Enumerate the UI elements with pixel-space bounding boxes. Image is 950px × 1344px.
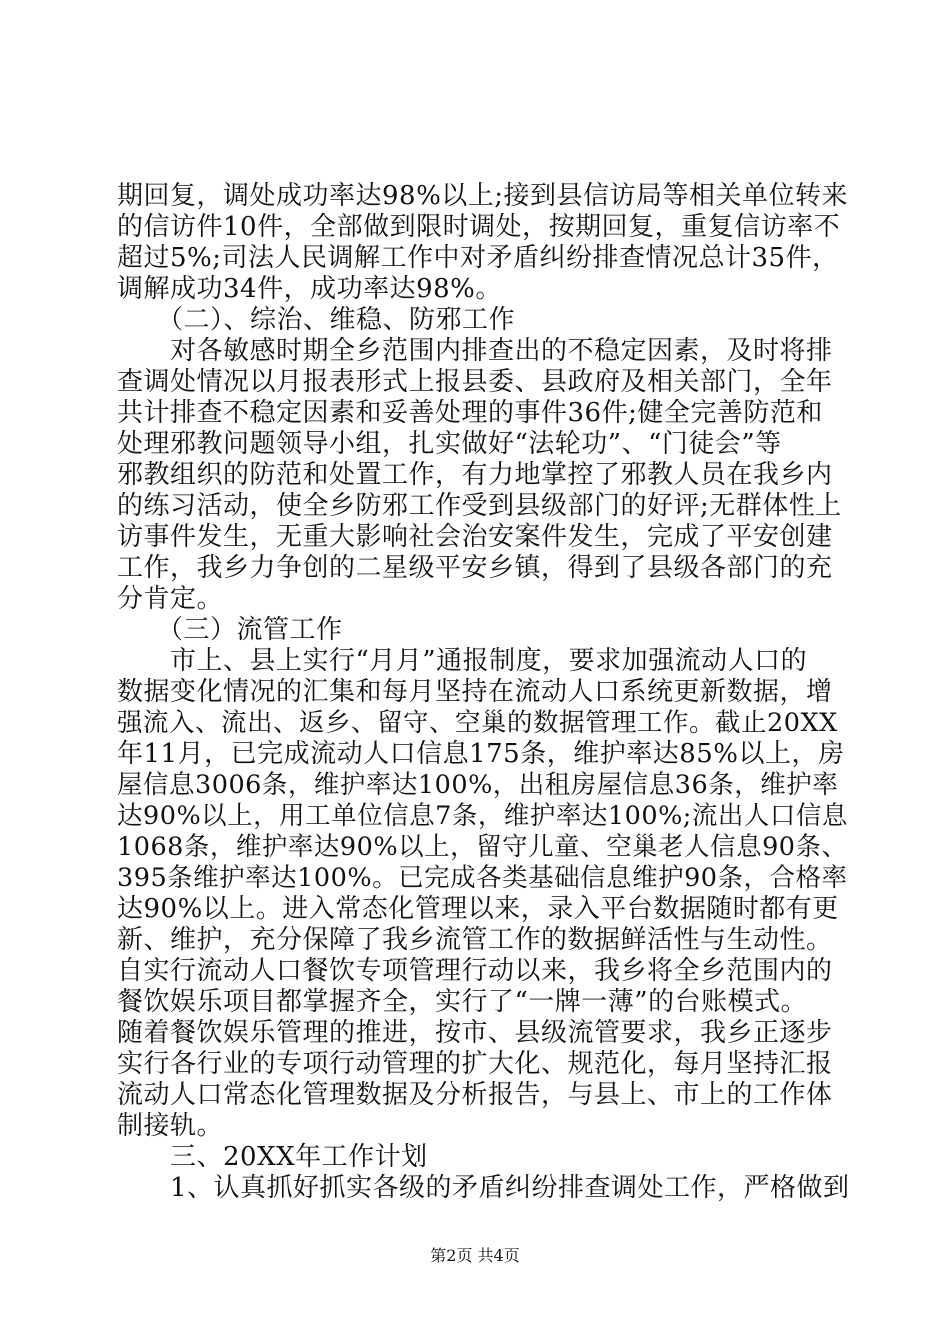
body-text-line: 1、认真抓好抓实各级的矛盾纠纷排查调处工作，严格做到 [117,1173,850,1203]
body-text-line: 1068条，维护率达90%以上，留守儿童、空巢老人信息90条、 [117,832,848,862]
body-text-line: 处理邪教问题领导小组，扎实做好“法轮功”、“门徒会”等 [117,429,782,459]
body-text-line: 期回复，调处成功率达98%以上;接到县信访局等相关单位转来 [117,181,849,211]
body-text-line: 年11月，已完成流动人口信息175条，维护率达85%以上，房 [117,739,845,769]
body-text-line: 达90%以上，用工单位信息7条，维护率达100%;流出人口信息 [117,801,848,831]
body-text-line: 访事件发生，无重大影响社会治安案件发生，完成了平安创建 [117,522,833,552]
body-text-line: 的练习活动，使全乡防邪工作受到县级部门的好评;无群体性上 [117,491,842,521]
section-heading: （三）流管工作 [117,615,343,645]
body-text-line: 实行各行业的专项行动管理的扩大化、规范化，每月坚持汇报 [117,1049,833,1079]
body-text-line: 对各敏感时期全乡范围内排查出的不稳定因素，及时将排 [117,336,833,366]
body-text-line: 工作，我乡力争创的二星级平安乡镇，得到了县级各部门的充 [117,553,833,583]
body-text-line: 随着餐饮娱乐管理的推进，按市、县级流管要求，我乡正逐步 [117,1018,833,1048]
body-text-line: 的信访件10件，全部做到限时调处，按期回复，重复信访率不 [117,212,841,242]
body-text-line: 餐饮娱乐项目都掌握齐全，实行了“一牌一薄”的台账模式。 [117,987,808,1017]
body-text-line: 超过5%;司法人民调解工作中对矛盾纠纷排查情况总计35件， [117,243,839,273]
body-text-line: 分肯定。 [117,584,224,614]
body-text-line: 数据变化情况的汇集和每月坚持在流动人口系统更新数据，增 [117,677,833,707]
body-text-line: 共计排查不稳定因素和妥善处理的事件36件;健全完善防范和 [117,398,823,428]
body-text-line: 查调处情况以月报表形式上报县委、县政府及相关部门，全年 [117,367,833,397]
body-text-line: 屋信息3006条，维护率达100%，出租房屋信息36条，维护率 [117,770,839,800]
body-text-line: 强流入、流出、返乡、留守、空巢的数据管理工作。截止20XX [117,708,838,738]
page-footer: 第2页 共4页 [430,1246,520,1265]
body-text-line: 邪教组织的防范和处置工作，有力地掌控了邪教人员在我乡内 [117,460,833,490]
body-text-line: 调解成功34件，成功率达98%。 [117,274,502,304]
body-text-line: 流动人口常态化管理数据及分析报告，与县上、市上的工作体 [117,1080,833,1110]
body-text-line: 新、维护，充分保障了我乡流管工作的数据鲜活性与生动性。 [117,925,833,955]
body-text-line: 达90%以上。进入常态化管理以来，录入平台数据随时都有更 [117,894,839,924]
section-heading: （二）、综治、维稳、防邪工作 [117,305,516,335]
body-text-line: 市上、县上实行“月月”通报制度，要求加强流动人口的 [117,646,808,676]
section-heading: 三、20XX年工作计划 [117,1142,428,1172]
body-text-line: 自实行流动人口餐饮专项管理行动以来，我乡将全乡范围内的 [117,956,833,986]
body-text-line: 395条维护率达100%。已完成各类基础信息维护90条，合格率 [117,863,848,893]
body-text-line: 制接轨。 [117,1111,224,1141]
